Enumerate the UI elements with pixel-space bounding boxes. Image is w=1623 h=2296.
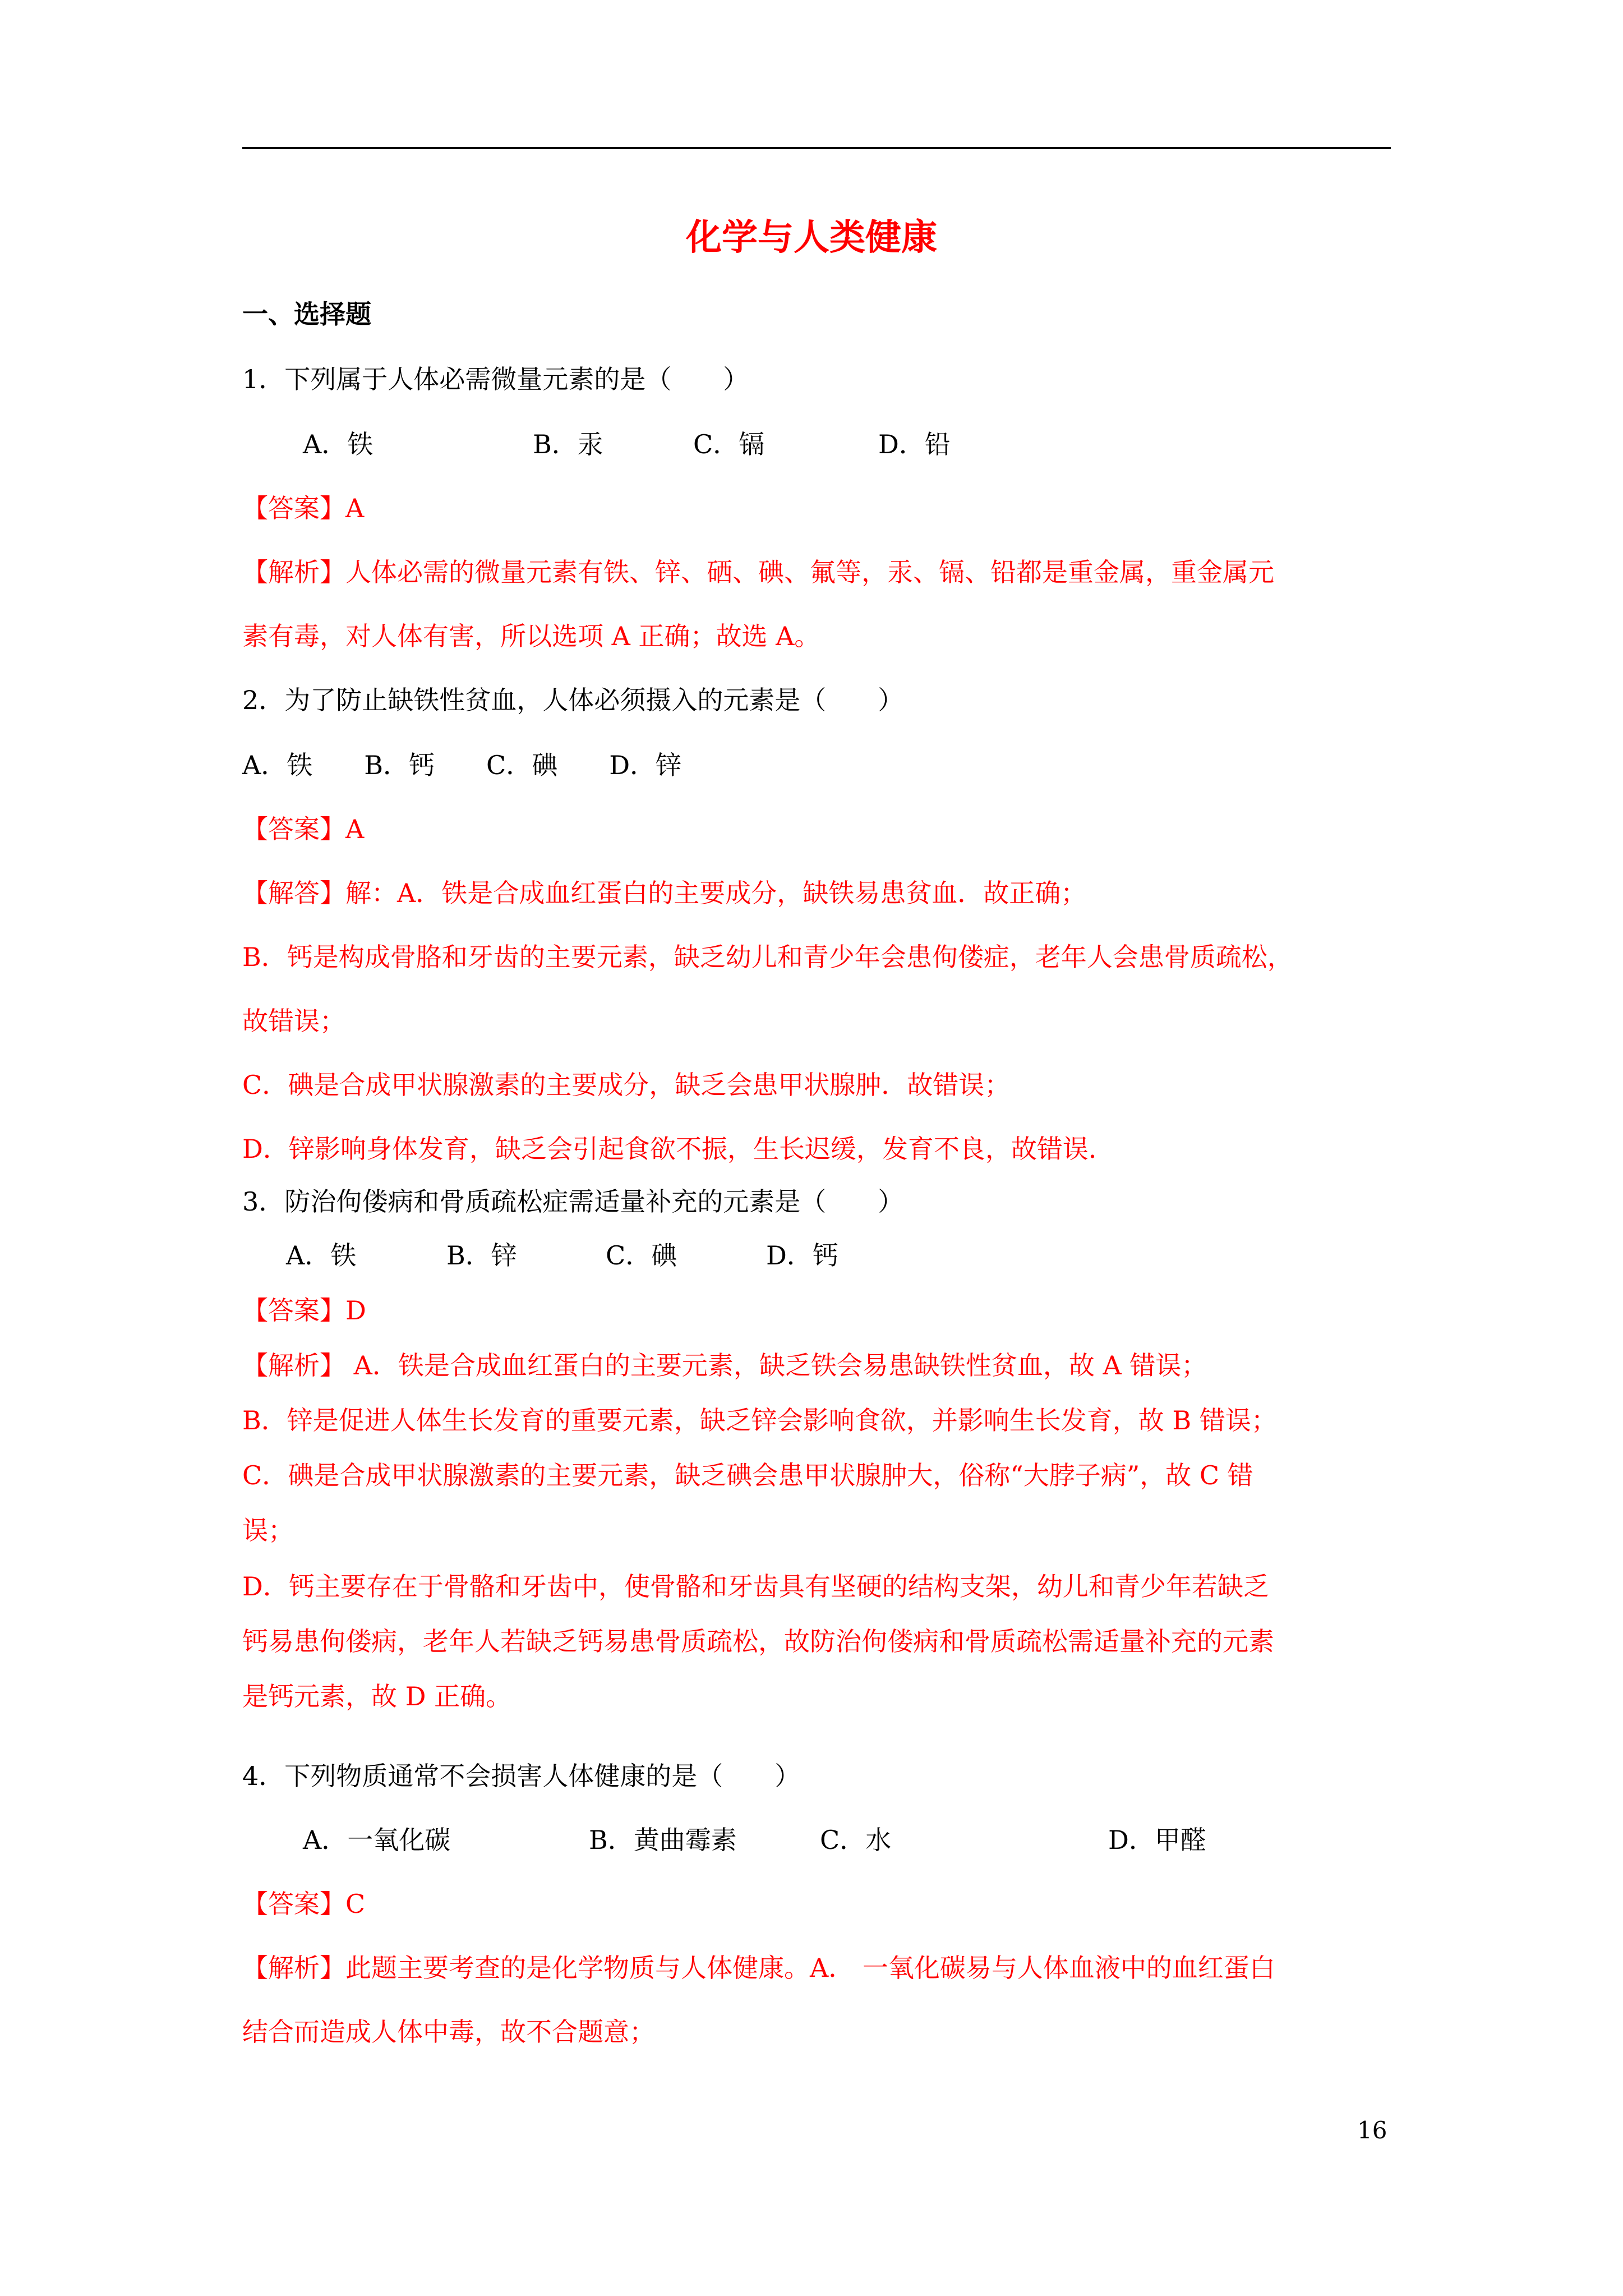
q3-option-d: D．钙 — [766, 1240, 838, 1271]
q2-analysis-line: 故错误； — [242, 1006, 345, 1036]
q2-analysis-line: C．碘是合成甲状腺激素的主要成分，缺乏会患甲状腺肿．故错误； — [242, 1070, 1011, 1100]
header-rule — [242, 147, 1391, 149]
q3-answer: 【答案】D — [242, 1295, 366, 1326]
q3-analysis-line: 是钙元素，故 D 正确。 — [242, 1681, 512, 1711]
q3-analysis-line: 误； — [242, 1515, 294, 1545]
q2-analysis-line: D．锌影响身体发育，缺乏会引起食欲不振，生长迟缓，发育不良，故错误． — [242, 1134, 1114, 1164]
q3-option-b: B．锌 — [446, 1240, 517, 1271]
q3-analysis-line: C．碘是合成甲状腺激素的主要元素，缺乏碘会患甲状腺肿大，俗称“大脖子病”，故 C 错 — [242, 1460, 1253, 1490]
q2-analysis-line: 【解答】解：A．铁是合成血红蛋白的主要成分，缺铁易患贫血．故正确； — [242, 878, 1087, 908]
q3-analysis-line: 【解析】 A．铁是合成血红蛋白的主要元素，缺乏铁会易患缺铁性贫血，故 A 错误； — [242, 1350, 1207, 1381]
page-number: 16 — [1357, 2116, 1387, 2144]
q3-stem: 3．防治佝偻病和骨质疏松症需适量补充的元素是（ ） — [242, 1186, 904, 1217]
q3-analysis-line: 钙易患佝偻病，老年人若缺乏钙易患骨质疏松，故防治佝偻病和骨质疏松需适量补充的元素 — [242, 1626, 1274, 1657]
q1-option-c: C．镉 — [693, 429, 765, 459]
q3-analysis-line: B．锌是促进人体生长发育的重要元素，缺乏锌会影响食欲，并影响生长发育，故 B 错误； — [242, 1405, 1277, 1435]
q2-answer: 【答案】A — [242, 814, 365, 844]
q3-option-c: C．碘 — [606, 1240, 677, 1271]
q1-analysis-line: 【解析】人体必需的微量元素有铁、锌、硒、碘、氟等，汞、镉、铅都是重金属，重金属元 — [242, 557, 1274, 587]
q1-answer: 【答案】A — [242, 493, 365, 523]
q2-options: A．铁 B．钙 C．碘 D．锌 — [242, 750, 682, 780]
q1-stem: 1．下列属于人体必需微量元素的是（ ） — [242, 364, 749, 394]
q1-analysis-line: 素有毒，对人体有害，所以选项 A 正确；故选 A。 — [242, 621, 820, 651]
q4-analysis-line: 结合而造成人体中毒，故不合题意； — [242, 2017, 655, 2047]
q4-option-c: C．水 — [820, 1825, 892, 1855]
section-heading: 一、选择题 — [242, 299, 371, 329]
q2-stem: 2．为了防止缺铁性贫血，人体必须摄入的元素是（ ） — [242, 685, 904, 715]
q3-analysis-line: D．钙主要存在于骨骼和牙齿中，使骨骼和牙齿具有坚硬的结构支架，幼儿和青少年若缺乏 — [242, 1571, 1269, 1602]
q4-answer: 【答案】C — [242, 1889, 366, 1919]
q1-option-d: D．铅 — [878, 429, 951, 459]
q2-analysis-line: B．钙是构成骨胳和牙齿的主要元素，缺乏幼儿和青少年会患佝偻症，老年人会患骨质疏松， — [242, 942, 1293, 972]
page-title: 化学与人类健康 — [686, 217, 937, 259]
q3-option-a: A．铁 — [286, 1240, 357, 1271]
q4-option-d: D．甲醛 — [1108, 1825, 1206, 1855]
q1-option-a: A．铁 — [303, 429, 374, 459]
q4-analysis-line: 【解析】此题主要考查的是化学物质与人体健康。A． 一氧化碳易与人体血液中的血红蛋白 — [242, 1953, 1275, 1983]
q4-option-a: A．一氧化碳 — [303, 1825, 451, 1855]
q1-option-b: B．汞 — [533, 429, 603, 459]
q4-option-b: B．黄曲霉素 — [589, 1825, 737, 1855]
q4-stem: 4．下列物质通常不会损害人体健康的是（ ） — [242, 1761, 801, 1791]
